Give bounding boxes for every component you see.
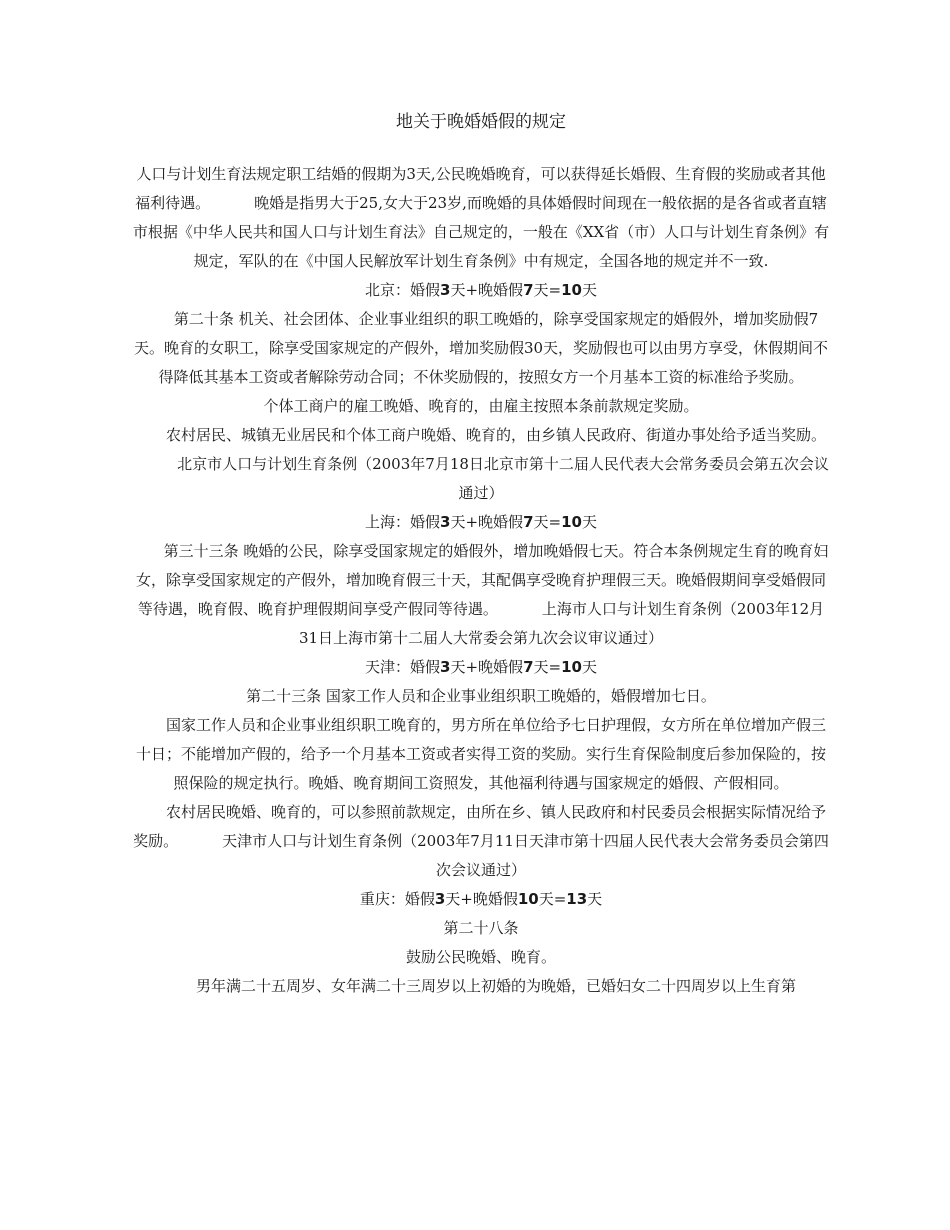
heading-num: 3 — [440, 513, 451, 531]
intro-paragraph — [132, 160, 830, 276]
heading-city: 天津：婚假 — [365, 658, 441, 676]
chongqing-paragraph-2: 男年满二十五周岁、女年满二十三周岁以上初婚的为晚婚，已婚妇女二十四周岁以上生育第 — [195, 977, 796, 995]
heading-num: 10 — [561, 513, 582, 531]
heading-num: 10 — [517, 890, 539, 908]
heading-num: 7 — [523, 281, 534, 299]
tianjin-text: 农村居民晚婚、晚育的，可以参照前款规定，由所在乡、镇人民政府和村民委员会根据实际情况给予奖励。 — [133, 803, 826, 850]
heading-text: 天= — [533, 281, 562, 299]
beijing-text: 农村居民、城镇无业居民和个体工商户晚婚、晚育的，由乡镇人民政府、街道办事处给予适当奖励。 — [165, 426, 826, 444]
beijing-article: 第二十条 机关、社会团体、企业事业组织的职工晚婚的，除享受国家规定的婚假外，增加奖励假7天。晚育的女职工，除享受国家规定的产假外，增加奖励假30天，奖励假也可以由男方享受，休假期间不得降低其基本工资或者解除劳动合同；不休奖励假的，按照女方一个月基本工资的标准给予奖励。 — [133, 310, 829, 386]
shanghai-text: 第三十三条 晚婚的公民，除享受国家规定的婚假外，增加晚婚假七天。符合本条例规定生育的晚育妇女，除享受国家规定的产假外，增加晚育假三十天，其配偶享受晚育护理假三天。晚婚假期间享受婚假同等待遇，晚育假、晚育护理假期间享受产假同等待遇。 — [135, 542, 829, 618]
beijing-source: 北京市人口与计划生育条例（2003年7月18日北京市第十二届人民代表大会常务委员会第五次会议通过） — [177, 455, 829, 502]
tianjin-article: 第二十三条 国家工作人员和企业事业组织职工晚婚的，婚假增加七日。 — [246, 687, 716, 705]
heading-text: 天+晚婚假 — [445, 890, 518, 908]
heading-city: 北京：婚假 — [365, 281, 441, 299]
heading-num: 7 — [523, 513, 534, 531]
heading-text: 天+晚婚假 — [450, 281, 524, 299]
heading-num: 3 — [440, 281, 451, 299]
tianjin-source: 天津市人口与计划生育条例（2003年7月11日天津市第十四届人民代表大会常务委员会第四次会议通过） — [222, 832, 829, 879]
intro-text-2: 晚婚是指男大于25,女大于23岁,而晚婚的具体婚假时间现在一般依据的是各省或者直辖市根据《中华人民共和国人口与计划生育法》自己规定的，一般在《XX省（市）人口与计划生育条例》有规定，军队的在《中国人民解放军计划生育条例》中有规定，全国各地的规定并不一致. — [132, 194, 830, 270]
document-title: 地关于晚婚婚假的规定 — [396, 112, 566, 132]
heading-text: 天+晚婚假 — [450, 658, 524, 676]
chongqing-article-number: 第二十八条 — [443, 919, 519, 937]
beijing-paragraph-2: 个体工商户的雇工晚婚、晚育的，由雇主按照本条前款规定奖励。 — [263, 397, 699, 415]
heading-num: 10 — [561, 658, 582, 676]
shanghai-heading — [132, 508, 830, 537]
heading-text: 天 — [581, 281, 597, 299]
tianjin-paragraph-3 — [132, 798, 830, 885]
heading-text: 天+晚婚假 — [450, 513, 524, 531]
heading-num: 10 — [561, 281, 582, 299]
tianjin-paragraph-2: 国家工作人员和企业事业组织职工晚育的，男方所在单位给予七日护理假，女方所在单位增加产假三十日；不能增加产假的，给予一个月基本工资或者实得工资的奖励。实行生育保险制度后参加保险的，按照保险的规定执行。晚婚、晚育期间工资照发，其他福利待遇与国家规定的婚假、产假相同。 — [135, 716, 826, 792]
shanghai-source: 上海市人口与计划生育条例（2003年12月31日上海市第十二届人大常委会第九次会议审议通过） — [298, 600, 825, 647]
heading-num: 7 — [523, 658, 534, 676]
beijing-paragraph-3 — [132, 421, 830, 508]
heading-num: 3 — [440, 658, 451, 676]
shanghai-article — [132, 537, 830, 653]
chongqing-paragraph-1: 鼓励公民晚婚、晚育。 — [405, 948, 556, 966]
heading-num: 3 — [434, 890, 446, 908]
heading-text: 天= — [538, 890, 567, 908]
document-page — [132, 108, 830, 1001]
chongqing-heading — [132, 885, 830, 914]
heading-city: 上海：婚假 — [365, 513, 441, 531]
heading-num: 13 — [566, 890, 588, 908]
heading-text: 天= — [533, 658, 562, 676]
heading-text: 天= — [533, 513, 562, 531]
heading-city: 重庆：婚假 — [359, 890, 435, 908]
heading-text: 天 — [581, 658, 597, 676]
heading-text: 天 — [587, 890, 603, 908]
tianjin-heading — [132, 653, 830, 682]
heading-text: 天 — [581, 513, 597, 531]
beijing-heading — [132, 276, 830, 305]
intro-text-1: 人口与计划生育法规定职工结婚的假期为3天,公民晚婚晚育，可以获得延长婚假、生育假的奖励或者其他福利待遇。 — [135, 165, 826, 212]
